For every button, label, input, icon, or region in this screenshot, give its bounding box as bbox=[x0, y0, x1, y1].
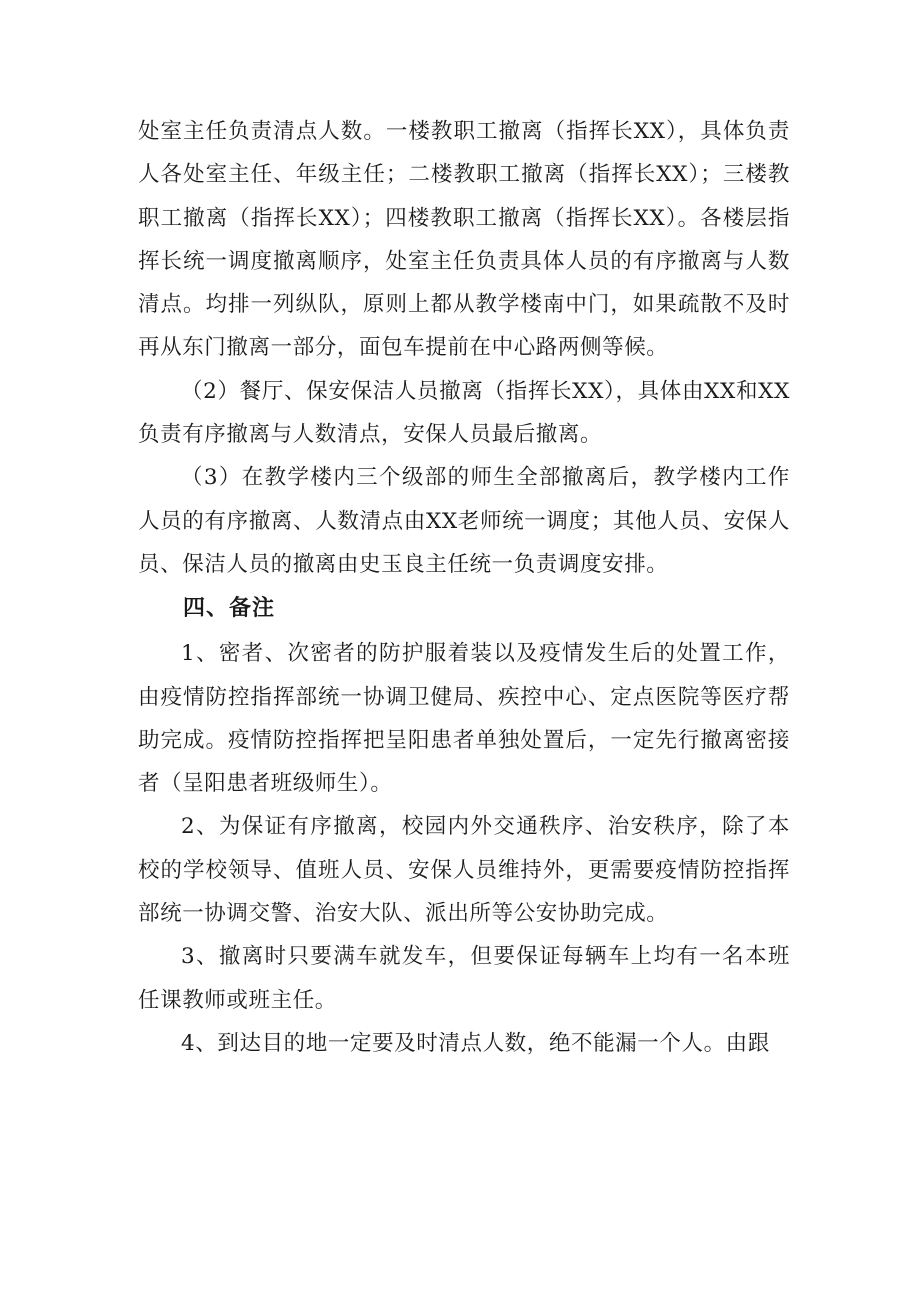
paragraph-evacuation-staff: 处室主任负责清点人数。一楼教职工撤离（指挥长XX），具体负责人各处室主任、年级主任；二楼教职工撤离（指挥长XX）；三楼教职工撤离（指挥长XX）；四楼教职工撤离（指挥长XX）。各楼层指挥长统一调度撤离顺序，处室主任负责具体人员的有序撤离与人数清点。均排一列纵队，原则上都从教学楼南中门，如果疏散不及时再从东门撤离一部分，面包车提前在中心路两侧等候。 bbox=[138, 119, 790, 361]
paragraph-building-staff: （3）在教学楼内三个级部的师生全部撤离后，教学楼内工作人员的有序撤离、人数清点由XX老师统一调度；其他人员、安保人员、保洁人员的撤离由史玉良主任统一负责调度安排。 bbox=[138, 465, 790, 577]
note-item-2: 2、为保证有序撤离，校园内外交通秩序、治安秩序，除了本校的学校领导、值班人员、安保人员维持外，更需要疫情防控指挥部统一协调交警、治安大队、派出所等公安协助完成。 bbox=[138, 814, 790, 927]
paragraph-cafeteria-security: （2）餐厅、保安保洁人员撤离（指挥长XX），具体由XX和XX负责有序撤离与人数清点，安保人员最后撤离。 bbox=[138, 378, 790, 448]
section-heading-notes: 四、备注 bbox=[183, 596, 276, 622]
note-item-3: 3、撤离时只要满车就发车，但要保证每辆车上均有一名本班任课教师或班主任。 bbox=[138, 944, 790, 1013]
document-page bbox=[138, 110, 790, 1065]
note-item-1: 1、密者、次密者的防护服着装以及疫情发生后的处置工作，由疫情防控指挥部统一协调卫健局、疾控中心、定点医院等医疗帮助完成。疫情防控指挥把呈阳患者单独处置后，一定先行撤离密接者（呈阳患者班级师生）。 bbox=[138, 641, 790, 797]
note-item-4: 4、到达目的地一定要及时清点人数，绝不能漏一个人。由跟 bbox=[181, 1030, 770, 1056]
